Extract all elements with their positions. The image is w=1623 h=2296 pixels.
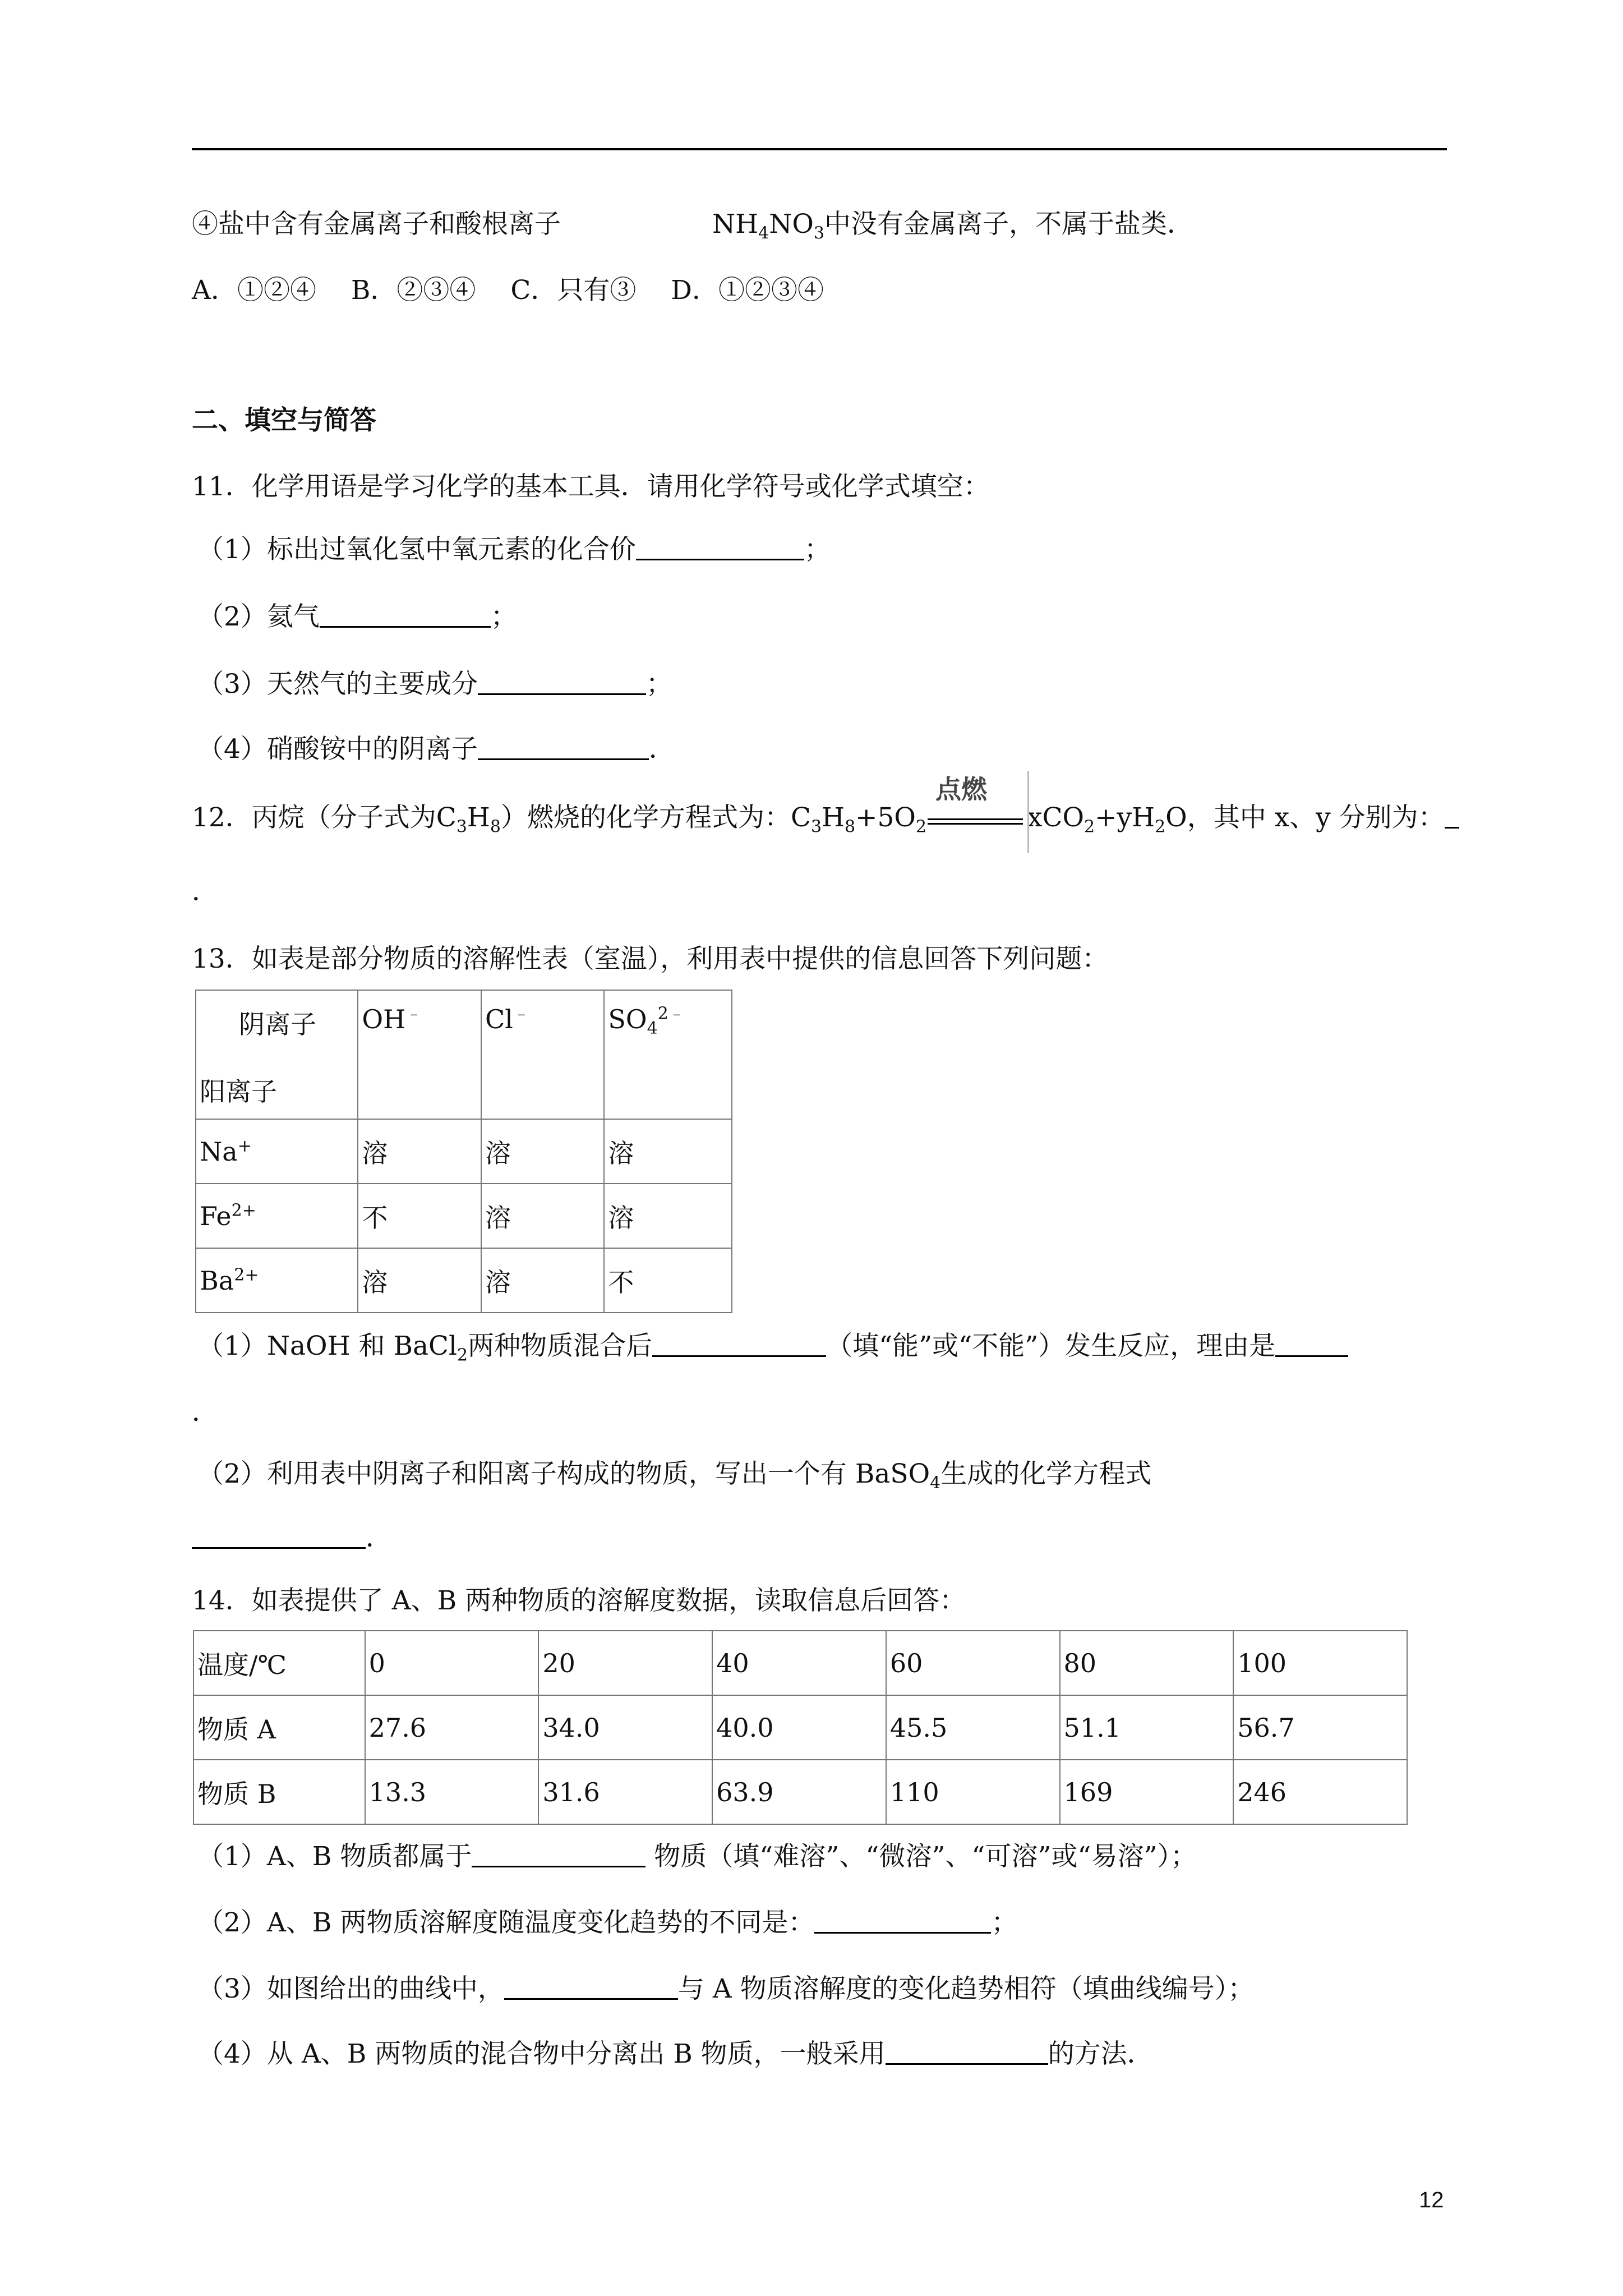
answer-blank[interactable] bbox=[478, 733, 649, 760]
solubility-table bbox=[195, 990, 732, 1313]
answer-blank[interactable] bbox=[504, 1972, 678, 2000]
q12-dot: ． bbox=[192, 876, 218, 907]
q14-part1: （1）A、B 物质都属于 物质（填“难溶”、“微溶”、“可溶”或“易溶”）； bbox=[197, 1841, 1197, 1872]
q14-part4: （4）从 A、B 两物质的混合物中分离出 B 物质，一般采用 的方法． bbox=[197, 2039, 1154, 2069]
section-title: 二、填空与简答 bbox=[192, 405, 376, 436]
q13-part2-answer: ． bbox=[192, 1521, 392, 1555]
table-cell: 100 bbox=[1233, 1631, 1407, 1695]
q12-equation: 12．丙烷（分子式为$C_3H_8$）燃烧的化学方程式为：$C_3H_8+5O_2$ 点燃 $xCO_2+yH_2O$，其中 x、y 分别为： bbox=[192, 801, 1459, 836]
q11-part3: （3）天然气的主要成分 ； bbox=[197, 669, 672, 700]
table-cell: 31.6 bbox=[538, 1760, 712, 1824]
header-cation: 阳离子 bbox=[200, 1076, 277, 1107]
table-cell: 246 bbox=[1233, 1760, 1407, 1824]
table-cell: 温度/℃ bbox=[193, 1631, 365, 1695]
answer-blank[interactable] bbox=[1275, 1329, 1348, 1357]
table-row bbox=[193, 1631, 1407, 1695]
answer-blank[interactable] bbox=[652, 1329, 826, 1357]
table-cell: 物质 B bbox=[193, 1760, 365, 1824]
q13-part1: （1）NaOH 和 BaCl$_2$两种物质混合后 （填“能”或“不能”）发生反应，理由是 bbox=[197, 1329, 1348, 1363]
table-cell: 溶 bbox=[604, 1184, 732, 1248]
table-cell: 溶 bbox=[604, 1119, 732, 1184]
table-row bbox=[193, 1760, 1407, 1824]
table-cell: 20 bbox=[538, 1631, 712, 1695]
table-row bbox=[196, 1119, 732, 1184]
answer-blank[interactable] bbox=[1445, 801, 1459, 829]
reaction-condition: 点燃 bbox=[926, 803, 1027, 836]
page-number: 12 bbox=[1419, 2188, 1444, 2212]
table-cell: 13.3 bbox=[365, 1760, 539, 1824]
table-cell: 27.6 bbox=[365, 1695, 539, 1760]
header-oh: OH﹣ bbox=[358, 990, 481, 1119]
answer-blank[interactable] bbox=[814, 1906, 991, 1934]
table-cell: 40.0 bbox=[712, 1695, 886, 1760]
solubility-data-table bbox=[193, 1630, 1408, 1825]
table-cell: 60 bbox=[886, 1631, 1060, 1695]
table-cell: 51.1 bbox=[1060, 1695, 1234, 1760]
table-cell: 溶 bbox=[481, 1248, 604, 1313]
table-cell: 物质 A bbox=[193, 1695, 365, 1760]
q11-stem: 11．化学用语是学习化学的基本工具．请用化学符号或化学式填空： bbox=[192, 471, 990, 502]
table-row bbox=[196, 1184, 732, 1248]
q13-part2: （2）利用表中阴离子和阳离子构成的物质，写出一个有 BaSO$_4$生成的化学方程式 bbox=[197, 1458, 1152, 1493]
header-so4: $SO_4^{2﹣}$ bbox=[604, 990, 732, 1119]
carryover-item4-right: $NH_4NO_3$中没有金属离子，不属于盐类． bbox=[712, 209, 1193, 243]
answer-blank[interactable] bbox=[320, 600, 491, 628]
q11-part2: （2）氦气 ； bbox=[197, 601, 517, 632]
q14-part2: （2）A、B 两物质溶解度随温度变化趋势的不同是： ； bbox=[197, 1907, 1018, 1938]
q14-part3: （3）如图给出的曲线中， 与 A 物质溶解度的变化趋势相符（填曲线编号）； bbox=[197, 1973, 1255, 2004]
cation-cell: $Ba^{2+}$ bbox=[196, 1248, 358, 1313]
header-anion: 阴离子 bbox=[239, 1009, 316, 1039]
answer-blank[interactable] bbox=[192, 1521, 366, 1549]
table-cell: 34.0 bbox=[538, 1695, 712, 1760]
carryover-options: A．①②④ B．②③④ C．只有③ D．①②③④ bbox=[192, 275, 824, 306]
header-cl: Cl﹣ bbox=[481, 990, 604, 1119]
table-cell: 0 bbox=[365, 1631, 539, 1695]
carryover-item4-left: ④盐中含有金属离子和酸根离子 bbox=[192, 209, 561, 240]
q11-part4: （4）硝酸铵中的阴离子 ． bbox=[197, 734, 675, 765]
table-cell: 不 bbox=[604, 1248, 732, 1313]
table-header-corner bbox=[196, 990, 358, 1119]
answer-blank[interactable] bbox=[636, 533, 804, 560]
answer-blank[interactable] bbox=[886, 2037, 1048, 2065]
q14-stem: 14．如表提供了 A、B 两种物质的溶解度数据，读取信息后回答： bbox=[192, 1585, 966, 1616]
table-cell: 63.9 bbox=[712, 1760, 886, 1824]
table-cell: 不 bbox=[358, 1184, 481, 1248]
table-cell: 溶 bbox=[358, 1248, 481, 1313]
table-cell: 110 bbox=[886, 1760, 1060, 1824]
q13-dot: ． bbox=[192, 1397, 218, 1428]
table-cell: 56.7 bbox=[1233, 1695, 1407, 1760]
table-cell: 169 bbox=[1060, 1760, 1234, 1824]
table-cell: 溶 bbox=[358, 1119, 481, 1184]
table-cell: 80 bbox=[1060, 1631, 1234, 1695]
table-row bbox=[196, 1248, 732, 1313]
cation-cell: Na+ bbox=[196, 1119, 358, 1184]
q11-part1: （1）标出过氧化氢中氧元素的化合价 ； bbox=[197, 534, 831, 565]
table-cell: 45.5 bbox=[886, 1695, 1060, 1760]
answer-blank[interactable] bbox=[478, 668, 646, 695]
header-rule bbox=[192, 148, 1447, 150]
q13-stem: 13．如表是部分物质的溶解性表（室温），利用表中提供的信息回答下列问题： bbox=[192, 944, 1109, 974]
table-row bbox=[193, 1695, 1407, 1760]
table-cell: 溶 bbox=[481, 1184, 604, 1248]
answer-blank[interactable] bbox=[472, 1840, 645, 1867]
table-cell: 溶 bbox=[481, 1119, 604, 1184]
cation-cell: $Fe^{2+}$ bbox=[196, 1184, 358, 1248]
table-cell: 40 bbox=[712, 1631, 886, 1695]
